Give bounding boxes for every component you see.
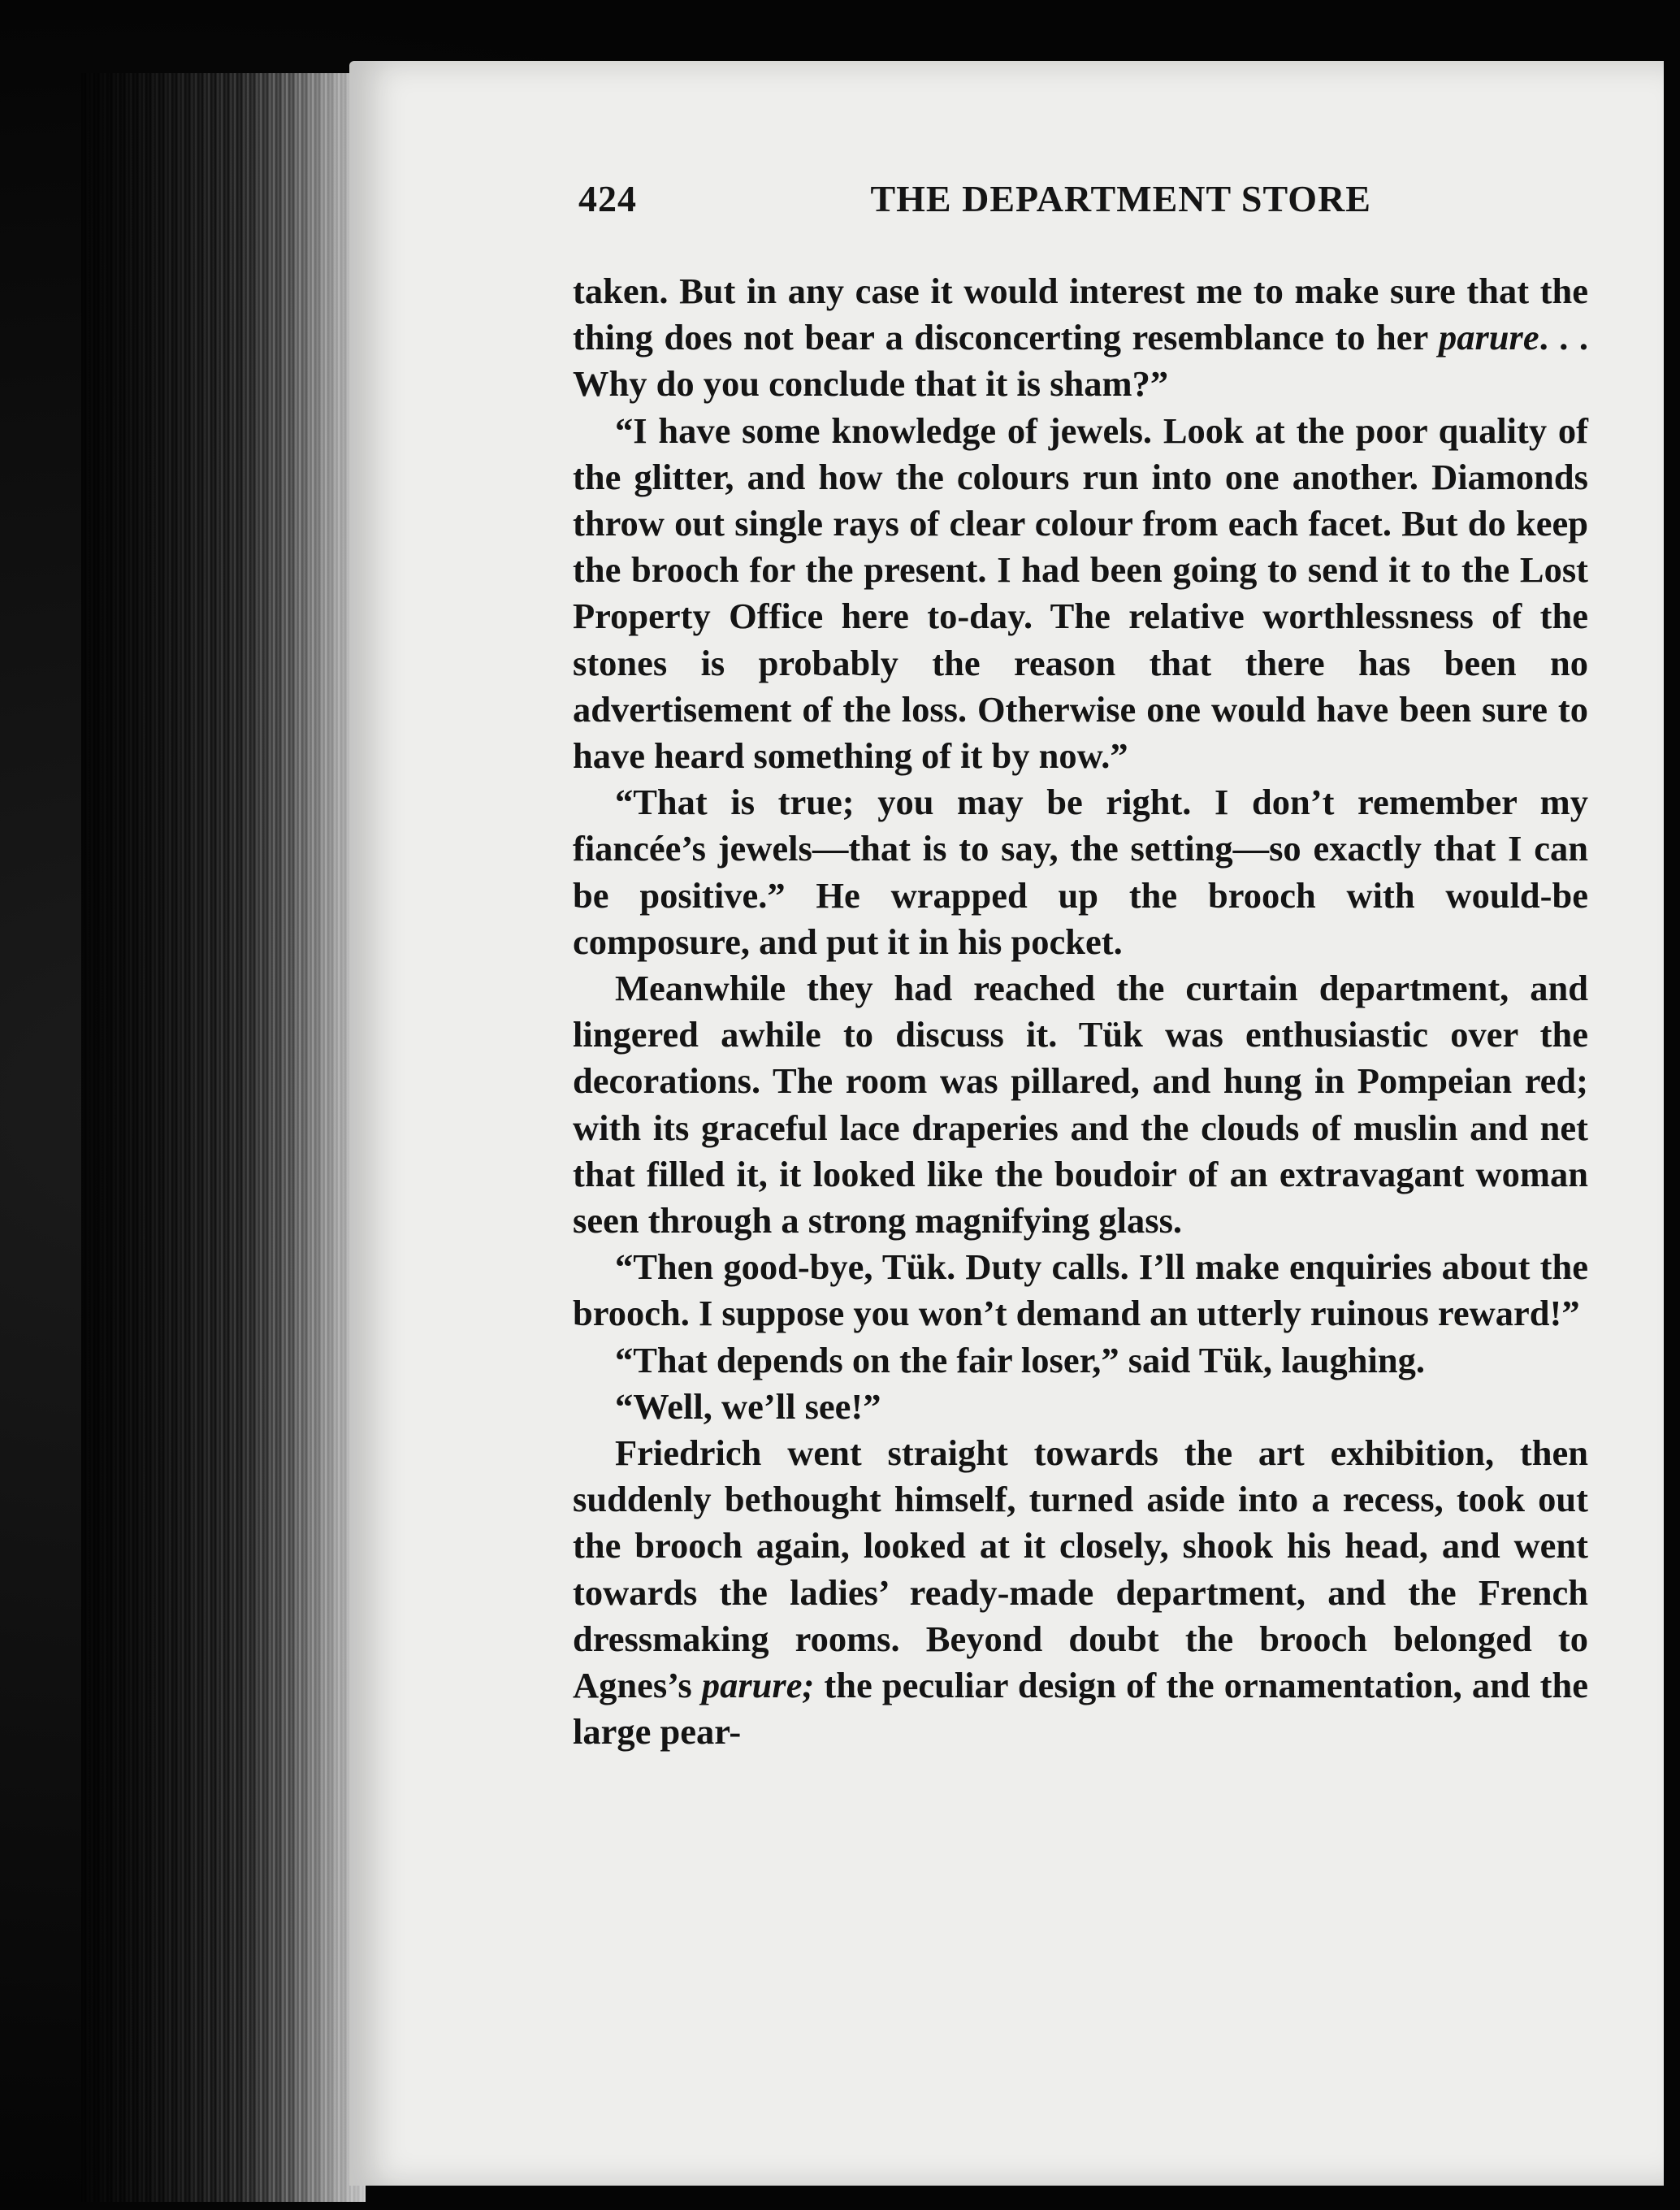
paragraph <box>573 1384 1588 1430</box>
text-run: “Then good-bye, Tük. Duty calls. I’ll make enquiries about the brooch. I suppose you won’t demand an utterly ruinous reward!” <box>573 1246 1588 1334</box>
text-run: Friedrich went straight towards the art exhibition, then suddenly bethought himself, turned aside into a recess, took out the brooch again, looked at it closely, shook his head, and went towards the ladies’ ready-made department, and the French dressmaking rooms. Beyond doubt the brooch belonged to Agnes’s <box>573 1432 1588 1706</box>
paragraph <box>573 1244 1588 1337</box>
paragraph <box>573 779 1588 965</box>
paragraph <box>573 268 1588 408</box>
text-run: . . . Why do you conclude that it is sham?” <box>573 317 1589 405</box>
text-run: “That is true; you may be right. I don’t remember my fiancée’s jewels—that is to say, the setting—so exactly that I can be positive.” He wrapped up the brooch with would-be composure, and put it in his pocket. <box>573 782 1588 962</box>
text-run: taken. But in any case it would interest me to make sure that the thing does not bear a disconcerting resemblance to her <box>573 271 1588 358</box>
book-page-edges <box>81 73 366 2202</box>
paragraph <box>573 1337 1588 1384</box>
paragraph <box>573 965 1588 1244</box>
paragraph <box>573 408 1588 780</box>
text-run: “That depends on the fair loser,” said Tük, laughing. <box>615 1339 1426 1380</box>
text-run: the peculiar design of the ornamentation, and the large pear- <box>573 1665 1588 1753</box>
body-text <box>573 268 1588 1756</box>
page-number: 424 <box>578 178 637 219</box>
italic-text: parure <box>1438 317 1539 358</box>
text-run: Meanwhile they had reached the curtain department, and lingered awhile to discuss it. Tük was enthusiastic over the decorations. The room was pillared, and hung in Pompeian red; with its graceful lace draperies and the clouds of muslin and net that filled it, it looked like the boudoir of an extravagant woman seen through a strong magnifying glass. <box>573 968 1588 1242</box>
paragraph <box>573 1430 1588 1755</box>
text-run: “Well, we’ll see!” <box>615 1385 881 1427</box>
italic-text: parure; <box>701 1665 815 1706</box>
text-run: “I have some knowledge of jewels. Look at the poor quality of the glitter, and how the colours run into one another. Diamonds throw out single rays of clear colour from each facet. But do keep the brooch for the present. I had been going to send it to the Lost Property Office here to-day. The relative worthlessness of the stones is probably the reason that there has been no advertisement of the loss. Otherwise one would have been sure to have heard something of it by now.” <box>573 410 1588 777</box>
running-title: THE DEPARTMENT STORE <box>870 178 1371 219</box>
running-head <box>578 177 1375 234</box>
